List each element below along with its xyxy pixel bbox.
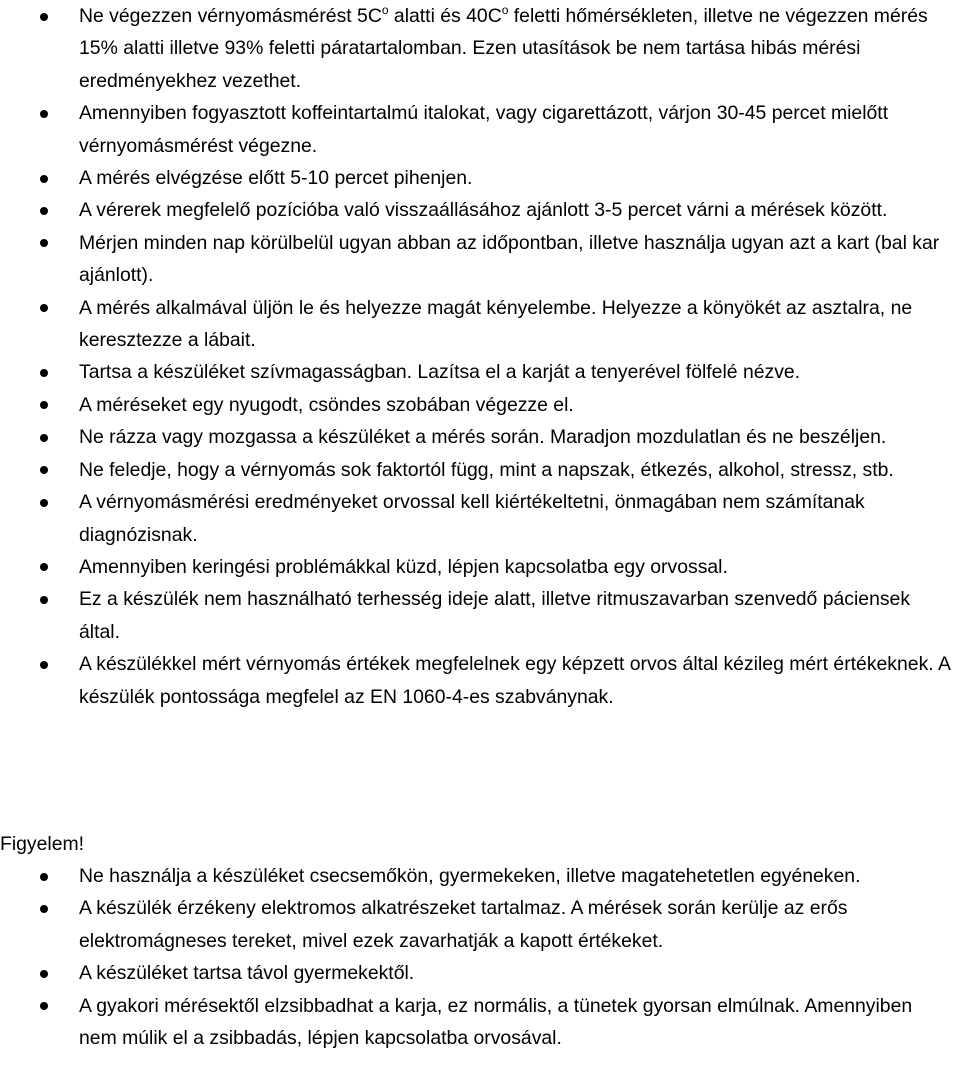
- list-item: [0, 227, 960, 292]
- bullet-icon: [40, 970, 48, 978]
- item-text-part: alatti és 40C: [388, 5, 502, 27]
- bullet-icon: [40, 563, 48, 571]
- list-item: [0, 860, 960, 892]
- bullet-icon: [40, 905, 48, 913]
- item-text: Ne rázza vagy mozgassa a készüléket a mérés során. Maradjon mozdulatlan és ne beszéljen.: [79, 426, 887, 449]
- list-item: [0, 0, 960, 97]
- bullet-icon: [40, 401, 48, 409]
- item-text: A mérés alkalmával üljön le és helyezze magát kényelembe. Helyezze a könyökét az asztalra, ne keresztezze a lábait.: [79, 296, 913, 352]
- bullet-icon: [40, 661, 48, 669]
- item-text: A gyakori mérésektől elzsibbadhat a karja, ez normális, a tünetek gyorsan elmúlnak. Amennyiben nem múlik el a zsibbadás, lépjen kapcsolatba orvosával.: [79, 994, 913, 1050]
- item-text: Amennyiben fogyasztott koffeintartalmú italokat, vagy cigarettázott, várjon 30-45 percet mielőtt vérnyomásmérést végezne.: [79, 102, 889, 157]
- item-text: A mérés elvégzése előtt 5-10 percet pihenjen.: [79, 167, 473, 190]
- bullet-icon: [40, 239, 48, 247]
- list-item: [0, 421, 960, 453]
- bullet-icon: [40, 499, 48, 507]
- item-text: A készülékkel mért vérnyomás értékek megfelelnek egy képzett orvos által kézileg mért értékeknek. A készülék pontossága megfelel az EN 1060-4-es szabványnak.: [79, 653, 950, 708]
- list-item: [0, 97, 960, 162]
- item-text: Ne feledje, hogy a vérnyomás sok faktortól függ, mint a napszak, étkezés, alkohol, stressz, stb.: [79, 458, 894, 481]
- bullet-icon: [40, 434, 48, 442]
- bullet-icon: [40, 13, 48, 21]
- item-text: Amennyiben keringési problémákkal küzd, lépjen kapcsolatba egy orvossal.: [79, 555, 728, 578]
- item-text: Tartsa a készüléket szívmagasságban. Lazítsa el a karját a tenyerével fölfelé nézve.: [79, 361, 801, 384]
- list-item: [0, 990, 960, 1055]
- item-text: Ne használja a készüléket csecsemőkön, gyermekeken, illetve magatehetetlen egyéneken.: [79, 865, 861, 887]
- list-item: [0, 162, 960, 194]
- item-text: Ez a készülék nem használható terhesség ideje alatt, illetve ritmuszavarban szenvedő páciensek által.: [79, 588, 911, 643]
- item-text-part: Ne végezzen vérnyomásmérést 5C: [79, 5, 382, 27]
- bullet-icon: [40, 369, 48, 377]
- item-text: A méréseket egy nyugodt, csöndes szobában végezze el.: [79, 393, 574, 416]
- list-item: [0, 892, 960, 957]
- list-item: [0, 648, 960, 713]
- item-text: A vérnyomásmérési eredményeket orvossal kell kiértékeltetni, önmagában nem számítanak diagnózisnak.: [79, 491, 865, 546]
- degree-superscript: o: [501, 3, 509, 17]
- list-item: [0, 454, 960, 486]
- warning-heading: Figyelem!: [0, 833, 85, 855]
- bullet-icon: [40, 466, 48, 474]
- list-item: [0, 957, 960, 989]
- item-text: Mérjen minden nap körülbelül ugyan abban az időpontban, illetve használja ugyan azt a kart (bal kar ajánlott).: [79, 231, 940, 287]
- bullet-icon: [40, 596, 48, 604]
- list-item: [0, 583, 960, 648]
- list-item: [0, 551, 960, 583]
- bullet-icon: [40, 110, 48, 118]
- bullet-icon: [40, 207, 48, 215]
- item-text: A készüléket tartsa távol gyermekektől.: [79, 962, 415, 985]
- warning-list: [0, 860, 960, 1054]
- bullet-icon: [40, 1002, 48, 1010]
- list-item: [0, 486, 960, 551]
- list-item: [0, 194, 960, 226]
- item-text-part: feletti hőmérsékleten, illetve ne végezzen mérés 15% alatti illetve 93% feletti páratartalomban. Ezen utasítások be nem tartása hibás mérési eredményekhez vezethet.: [79, 5, 928, 92]
- list-item: [0, 356, 960, 388]
- bullet-icon: [40, 175, 48, 183]
- list-item: [0, 389, 960, 421]
- degree-superscript: o: [381, 3, 389, 17]
- item-text: A készülék érzékeny elektromos alkatrészeket tartalmaz. A mérések során kerülje az erős elektromágneses tereket, mivel ezek zavarhatják a kapott értékeket.: [79, 897, 848, 952]
- bullet-icon: [40, 304, 48, 312]
- list-item: [0, 292, 960, 357]
- item-text: A vérerek megfelelő pozícióba való visszaállásához ajánlott 3-5 percet várni a mérések között.: [79, 199, 888, 222]
- bullet-icon: [40, 873, 48, 881]
